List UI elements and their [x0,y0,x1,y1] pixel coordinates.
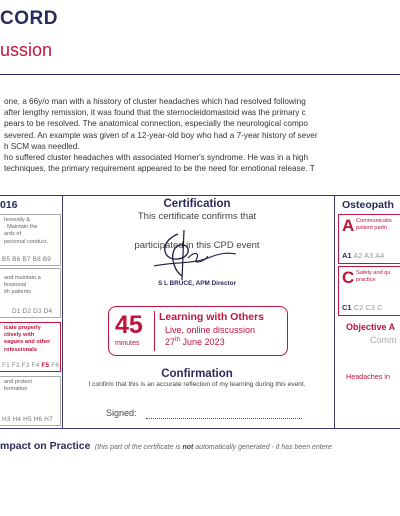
event-date [165,337,225,347]
signatory-name: S L BRUCE, APM Director [157,280,237,287]
certificate-title: CORD [0,8,58,29]
body-line: h SCM was needled. [4,141,80,151]
event-box [108,306,288,356]
code: B9 [42,255,52,263]
code: F3 [21,361,30,369]
standard-box-f-highlighted [0,322,61,372]
theme-box-a [338,214,400,264]
code: C3 [365,303,375,312]
code: C [377,303,383,312]
objective-sub: Comm [370,335,397,345]
reflection-text [4,96,400,174]
standard-text: rofessionals [4,346,37,353]
theme-letter-c: C [342,268,355,287]
body-line: pears to be resolved. The anatomical connection, especially the neurological compo [4,119,308,129]
standard-text: and protect [4,379,32,385]
code: D2 [22,307,32,315]
standard-text: eagues and other [4,339,51,346]
certificate-line1: This certificate confirms that [137,211,257,222]
theme-c-text [356,270,391,284]
code-highlighted: F5 [41,361,50,369]
code: D1 [12,307,21,315]
impact-note [95,444,332,451]
standard-codes [12,308,52,315]
standard-codes [2,256,51,263]
code: C2 [353,303,364,312]
theme-box-c [338,266,400,316]
minutes-value: 45 [115,311,143,339]
theme-a-text [356,218,392,232]
code: H4 [12,415,22,423]
topic-label: Headaches in [346,372,390,381]
standard-codes [2,362,59,369]
body-line: techniques, the primary requirement appeared to be the need for emotional release. T [4,164,315,174]
certificate-subtitle: ussion [0,40,53,60]
theme-text-line: Communicatio [356,218,392,224]
impact-heading: mpact on Practice [0,440,91,452]
signature-line[interactable] [146,418,302,419]
objective-heading: Objective A [346,322,396,332]
code: F6 [51,361,60,369]
standard-text: ards of [4,231,22,238]
standard-text: honestly & [4,217,31,223]
certificate-line2: participated in this CPD event [134,240,260,251]
confirmation-heading: Confirmation [161,368,233,380]
header-divider [0,74,400,75]
standard-codes [2,416,53,423]
body-line: after lengthy remission, it was found that the sternocleidomastoid was the primary c [4,108,306,118]
event-day: 27 [165,337,176,347]
frame-right-divider [334,195,335,428]
standard-text: icate properly [4,325,41,331]
standard-text: personal conduct. [4,238,49,245]
event-divider [154,311,155,351]
confirmation-text: I confirm that this is an accurate reflection of my learning during this event. [88,381,306,388]
event-title: Learning with Others [159,311,265,323]
body-line: severed. An example was given of a 12-year-old boy who had a 7-year history of sever [4,130,318,140]
theme-text-line: patient partn [356,225,388,231]
code: A4 [374,251,385,260]
code: H3 [2,415,11,423]
code: B5 [2,255,11,263]
impact-note-prefix: (this part of the certificate is [94,444,183,451]
minutes-label: minutes [115,340,140,347]
code: F1 [2,361,10,369]
code-selected: A1 [342,251,352,260]
code: H7 [44,415,53,423]
standard-box-d [0,268,61,318]
code: H5 [23,415,32,423]
standard-box-b [0,214,61,266]
impact-section [0,436,332,454]
standard-text: ctively with [4,332,35,339]
code: B8 [32,255,41,263]
frame-left-divider [62,195,63,428]
theme-a-codes [342,251,384,260]
body-line: one, a 66y/o man with a hisstory of cluster headaches which had resolved following [4,97,306,106]
frame-bottom-line [0,428,400,429]
code: F4 [31,361,40,369]
standard-text: formation [4,386,28,393]
event-day-suffix: th [175,337,181,343]
impact-note-bold: not [182,444,194,451]
code: F2 [11,361,20,369]
standard-text: ith patients [4,289,32,296]
standards-year: 016 [0,199,18,211]
certification-heading: Certification [163,198,231,210]
theme-c-codes [342,303,382,312]
standard-text: fessional [4,282,27,289]
director-signature [148,228,248,284]
code: B7 [22,255,31,263]
theme-letter-a: A [342,216,355,235]
standard-box-h [0,376,61,426]
code: A3 [364,251,374,260]
event-subtitle: Live, online discussion [165,325,256,335]
standard-text: and maintain a [4,275,41,281]
code: B6 [12,255,21,263]
code: D3 [33,307,42,315]
osteopathic-heading: Osteopath [342,199,394,211]
event-month-year: June 2023 [180,337,225,347]
frame-top-line [0,195,400,196]
standard-text: . Maintain the [4,224,38,231]
theme-text-line: Safety and qu [356,270,391,276]
impact-note-suffix: automatically generated - it has been entere [193,444,332,451]
theme-text-line: practice [356,277,376,283]
signed-label: Signed: [106,408,137,418]
code: H6 [33,415,43,423]
code-selected: C1 [342,303,352,312]
body-line: ho suffered cluster headaches with associated Horner's syndrome. He was in a high [4,153,309,163]
code: A2 [353,251,363,260]
code: D4 [43,307,53,315]
